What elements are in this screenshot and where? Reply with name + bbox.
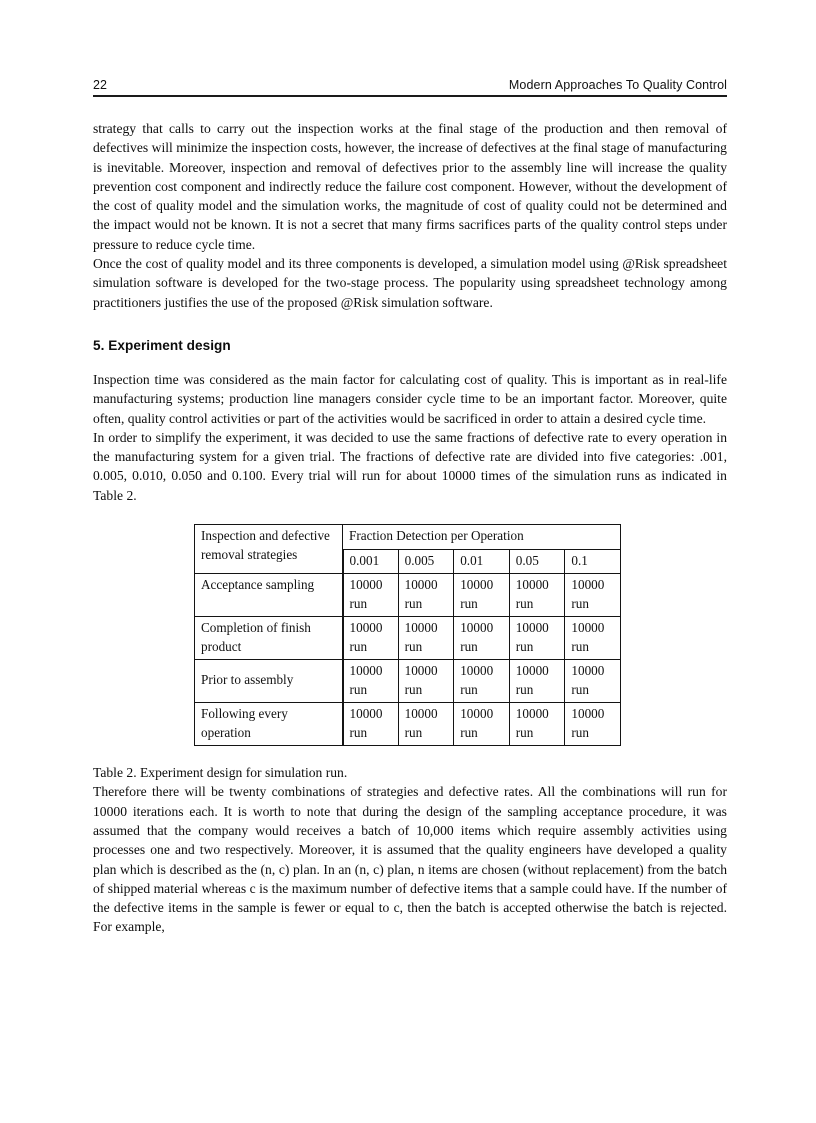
cell-value: 10000: [349, 706, 383, 722]
table-cell: [398, 617, 454, 660]
page-number: 22: [93, 78, 108, 92]
table-cell: [343, 574, 399, 617]
paragraph-5: Therefore there will be twenty combinations of strategies and defective rates. All the combinations will run for 10000 iterations each. It is worth to note that during the design of the sampling acceptance procedure, it was assumed that the company would receives a batch of 10,000 items which require assembly activities using processes one and two respectively. Moreover, it is assumed that the quality engineers have developed a quality plan which is described as the (n, c) plan. In an (n, c) plan, n items are chosen (without replacement) from the batch of shipped material whereas c is the maximum number of defective items that a sample could have. If the number of the defective items in the sample is fewer or equal to c, then the batch is accepted otherwise the batch is rejected. For example,: [93, 784, 727, 935]
cell-unit: run: [349, 595, 368, 611]
table-row: [195, 660, 621, 703]
cell-unit: run: [571, 724, 589, 740]
cell-unit: run: [404, 681, 423, 697]
table-cell: [454, 660, 510, 703]
book-title: Modern Approaches To Quality Control: [508, 78, 727, 92]
table-row: [195, 574, 621, 617]
cell-unit: run: [571, 638, 589, 654]
cell-value: 10000: [515, 706, 549, 722]
cell-unit: run: [349, 638, 368, 654]
table-cell: [509, 574, 565, 617]
table-header-row-top: [195, 525, 621, 550]
experiment-design-table: [194, 524, 621, 746]
table-cell: [454, 574, 510, 617]
cell-unit: run: [460, 724, 478, 740]
cell-unit: run: [460, 681, 478, 697]
table-column-header-4: 0.1: [565, 549, 621, 574]
table-cell: [454, 617, 510, 660]
paragraph-3: Inspection time was considered as the main factor for calculating cost of quality. This is important as in real-life manufacturing systems; production line managers consider cycle time to be an important factor. Moreover, quite often, quality control activities or part of the activities would be sacrificed in order to attain a desired cycle time.: [93, 371, 727, 426]
table-row-label-0: Acceptance sampling: [195, 574, 343, 617]
section-heading-experiment-design: 5. Experiment design: [93, 337, 231, 353]
cell-unit: run: [515, 681, 534, 697]
table-cell: [565, 574, 621, 617]
table-row-label-3: Following every operation: [195, 703, 343, 746]
table-cell: [343, 660, 399, 703]
table-cell: [509, 617, 565, 660]
table-row-label-1: Completion of finish product: [195, 617, 343, 660]
table-row-label-2: Prior to assembly: [195, 660, 343, 703]
table-cell: [398, 660, 454, 703]
table-cell: [509, 703, 565, 746]
cell-unit: run: [404, 595, 423, 611]
cell-value: 10000: [349, 577, 383, 593]
cell-value: 10000: [404, 706, 438, 722]
cell-value: 10000: [460, 620, 494, 636]
table-cell: [565, 703, 621, 746]
cell-unit: run: [404, 638, 423, 654]
cell-unit: run: [349, 724, 368, 740]
cell-value: 10000: [404, 663, 438, 679]
table-column-header-0: 0.001: [343, 549, 399, 574]
cell-unit: run: [571, 595, 589, 611]
cell-unit: run: [460, 595, 478, 611]
table-row: [195, 617, 621, 660]
cell-unit: run: [515, 595, 534, 611]
cell-unit: run: [515, 724, 534, 740]
paragraph-4: In order to simplify the experiment, it was decided to use the same fractions of defective rate to every operation in the manufacturing system for a given trial. The fractions of defective rate are divided into five categories: .001, 0.005, 0.010, 0.050 and 0.100. Every trial will run for about 10000 times of the simulation runs as indicated in Table 2.: [93, 429, 727, 503]
cell-value: 10000: [460, 577, 494, 593]
running-header: [93, 78, 727, 95]
cell-unit: run: [460, 638, 478, 654]
table-cell: [398, 574, 454, 617]
table-cell: [398, 703, 454, 746]
cell-unit: run: [515, 638, 534, 654]
cell-value: 10000: [515, 577, 549, 593]
table-row: [195, 703, 621, 746]
page-content: [93, 78, 727, 937]
table-corner-header: Inspection and defective removal strategies: [195, 525, 343, 574]
experiment-design-table-wrapper: [93, 524, 727, 746]
table-caption: Table 2. Experiment design for simulation run.: [93, 765, 348, 781]
table-cell: [454, 703, 510, 746]
cell-value: 10000: [515, 663, 549, 679]
cell-value: 10000: [404, 620, 438, 636]
cell-unit: run: [349, 681, 368, 697]
table-column-header-1: 0.005: [398, 549, 454, 574]
cell-value: 10000: [349, 620, 383, 636]
table-span-header: Fraction Detection per Operation: [343, 525, 621, 550]
table-cell: [565, 660, 621, 703]
header-rule: [93, 95, 727, 97]
cell-value: 10000: [460, 706, 494, 722]
cell-unit: run: [404, 724, 423, 740]
cell-value: 10000: [515, 620, 549, 636]
table-column-header-3: 0.05: [509, 549, 565, 574]
cell-value: 10000: [571, 620, 605, 636]
paragraph-2: Once the cost of quality model and its three components is developed, a simulation model using @Risk spreadsheet simulation software is developed for the two-stage process. The popularity using spreadsheet technology among practitioners justifies the use of the proposed @Risk simulation software.: [93, 256, 727, 310]
table-cell: [343, 703, 399, 746]
table-cell: [343, 617, 399, 660]
cell-value: 10000: [571, 663, 605, 679]
table-cell: [565, 617, 621, 660]
cell-value: 10000: [404, 577, 438, 593]
table-column-header-2: 0.01: [454, 549, 510, 574]
cell-value: 10000: [460, 663, 494, 679]
cell-unit: run: [571, 681, 589, 697]
table-cell: [509, 660, 565, 703]
cell-value: 10000: [571, 577, 605, 593]
paragraph-1: strategy that calls to carry out the inspection works at the final stage of the production and then removal of defectives will minimize the inspection costs, however, the increase of defectives at the final stage of manufacturing is inevitable. Moreover, inspection and removal of defectives prior to the assembly line will increase the quality prevention cost component and indirectly reduce the failure cost component. However, without the development of the cost of quality model and the simulation works, the magnitude of cost of quality could not be determined and the impact would not be known. It is not a secret that many firms sacrifices parts of the quality control steps under pressure to reduce cycle time.: [93, 121, 727, 252]
cell-value: 10000: [571, 706, 605, 722]
cell-value: 10000: [349, 663, 383, 679]
